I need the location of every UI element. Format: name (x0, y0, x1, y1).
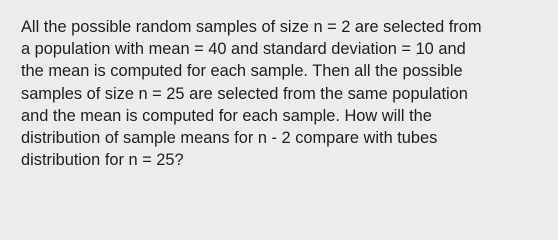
question-line: samples of size n = 25 are selected from the same population (21, 84, 468, 103)
question-line: distribution for n = 25? (21, 151, 184, 170)
question-line: All the possible random samples of size n = 2 are selected from (21, 18, 482, 36)
question-line: distribution of sample means for n - 2 compare with tubes (21, 129, 438, 148)
question-line: and the mean is computed for each sample. How will the (21, 106, 432, 125)
question-line: a population with mean = 40 and standard deviation = 10 and (21, 40, 466, 59)
question-line: the mean is computed for each sample. Then all the possible (21, 62, 463, 81)
question-text (21, 16, 546, 171)
